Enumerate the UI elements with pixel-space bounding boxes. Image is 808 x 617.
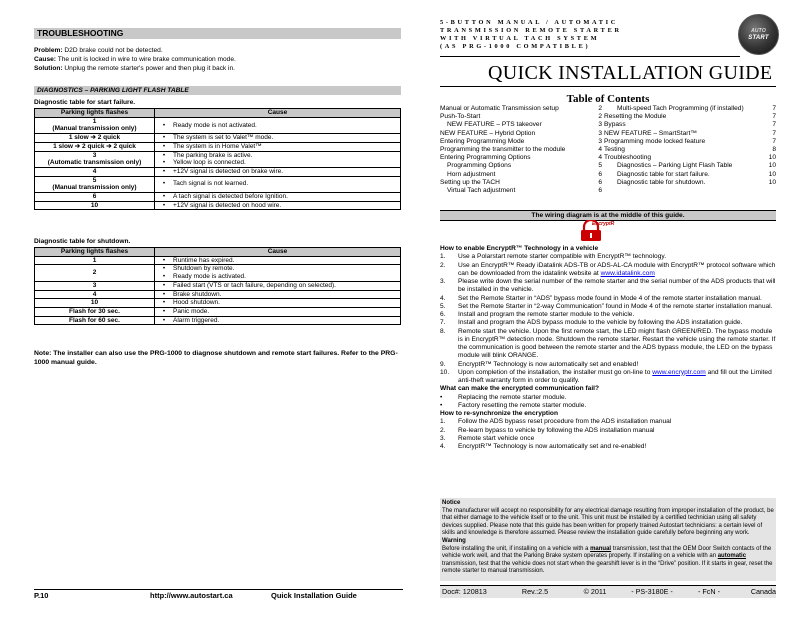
flash-value: 4 — [92, 167, 97, 175]
step-text-part: Set the Remote Starter in “2-way Communication” found in Mode 4 of the remote starter installation manual. — [458, 302, 773, 310]
cause-cell — [155, 265, 401, 281]
table-row — [35, 176, 401, 192]
solution-line: Solution: Unplug the remote starter's power and then plug it back in. — [34, 65, 236, 72]
table-row — [35, 117, 401, 133]
bullet-icon: • — [162, 193, 166, 201]
toc-entry[interactable] — [440, 162, 602, 170]
bullet-icon: • — [162, 316, 166, 324]
table-row — [35, 134, 401, 143]
flash-count: 10 — [35, 299, 155, 308]
toc-label: Entering Programming Options — [440, 154, 531, 162]
toc-page: 2 — [598, 105, 602, 112]
toc-entry[interactable] — [440, 113, 602, 121]
flash-count — [35, 142, 155, 151]
table-row — [35, 290, 401, 299]
flash-count — [35, 117, 155, 133]
cause-text: Brake shutdown. — [173, 290, 222, 298]
step-text-part: Set the Remote Starter in “ADS” bypass mode found in Mode 4 of the remote starter installation manual. — [458, 294, 762, 302]
toc-label: Manual or Automatic Transmission setup — [440, 105, 559, 112]
copyright-year: © 2011 — [583, 587, 607, 596]
toc-entry[interactable] — [440, 179, 602, 187]
toc-label: NEW FEATURE – SmartStart™ — [604, 129, 697, 137]
toc-page: 7 — [772, 129, 776, 137]
resync-step — [440, 418, 776, 426]
fail-item — [440, 394, 776, 402]
toc-entry[interactable] — [604, 154, 776, 162]
flash-count — [35, 134, 155, 143]
cause-text: Ready mode is activated. — [173, 273, 246, 281]
toc-label: Resetting the Module — [604, 113, 667, 121]
toc-page: 7 — [772, 113, 776, 121]
table-row — [35, 265, 401, 281]
resync-step — [440, 427, 776, 435]
toc-entry[interactable] — [604, 179, 776, 187]
step-text-part: EncryptR™ Technology is now automatically set and enabled! — [458, 360, 639, 368]
cause-item — [155, 180, 400, 188]
product-header — [440, 19, 622, 51]
step-text — [458, 361, 638, 369]
step-text — [458, 427, 654, 435]
header-line: 5-BUTTON MANUAL / AUTOMATIC — [440, 19, 619, 26]
enable-step — [440, 303, 776, 311]
flash-note: (Manual transmission only) — [52, 184, 137, 192]
cause-item — [155, 193, 400, 201]
cause-item — [155, 273, 400, 281]
enable-step — [440, 262, 776, 279]
toc-entry[interactable] — [604, 162, 776, 170]
footer-title: Quick Installation Guide — [271, 591, 357, 600]
toc-entry[interactable] — [604, 138, 776, 146]
step-text — [458, 311, 634, 319]
flash-count — [35, 201, 155, 210]
enable-steps — [440, 253, 776, 385]
toc-label: Programming mode locked feature — [604, 137, 706, 145]
cause-item — [155, 143, 400, 151]
table-row — [35, 201, 401, 210]
table-row — [35, 299, 401, 308]
flash-count: 3 — [35, 281, 155, 290]
flash-value: 1 slow ➔ 2 quick ➔ 2 quick — [53, 142, 136, 150]
toc-entry[interactable] — [604, 146, 776, 154]
cause-text: Runtime has expired. — [173, 256, 235, 264]
bullet-icon: • — [162, 180, 166, 188]
flash-value: 10 — [90, 201, 99, 209]
toc-entry[interactable] — [604, 121, 776, 129]
diagnostics-heading: DIAGNOSTICS – PARKING LIGHT FLASH TABLE — [34, 86, 401, 95]
header-divider — [440, 56, 740, 57]
cause-cell — [155, 281, 401, 290]
toc-page: 10 — [768, 154, 776, 162]
step-text-part: Upon completion of the installation, the installer must go on-line to — [458, 368, 653, 376]
shutdown-caption: Diagnostic table for shutdown. — [34, 238, 131, 245]
cause-cell — [155, 290, 401, 299]
bullet-icon: • — [440, 401, 443, 409]
part-number: - PS-3180E - — [631, 587, 673, 596]
cause-item — [155, 202, 400, 210]
cause-item — [155, 299, 400, 307]
toc-entry[interactable] — [604, 171, 776, 179]
toc-label: Diagnostic table for shutdown. — [617, 178, 706, 186]
enable-step — [440, 311, 776, 319]
col-cause: Cause — [155, 109, 401, 118]
flash-value: 1 slow ➔ 2 quick — [68, 134, 121, 142]
document-info-bar — [440, 585, 776, 598]
shutdown-table — [34, 247, 401, 325]
notice-heading: Notice — [442, 500, 461, 506]
step-number: 1. — [440, 253, 446, 261]
step-text — [458, 303, 772, 311]
encryptr-logo-text: EncryptR — [592, 221, 615, 227]
flash-note: (Manual transmission only) — [52, 125, 137, 133]
cause-cell — [155, 167, 401, 176]
warning-body: Before installing the unit, if installing on a vehicle with a manual transmission, test that the OEM Door Switch contacts of the vehicle work well, and that the Parking Brake system operates properly. If installing on a vehicle with an automatic transmission, test that the vehicle does not start when the gearshift lever is in the “Drive” position. If it starts in gear, reset the remote starter to manual transmission. — [442, 545, 773, 575]
toc-entry[interactable] — [604, 130, 776, 138]
step-text — [458, 435, 534, 443]
start-failure-caption: Diagnostic table for start failure. — [34, 99, 136, 106]
bullet-icon: • — [162, 281, 166, 289]
cause-cell — [155, 193, 401, 202]
toc-page: 4 — [598, 154, 602, 162]
flash-count: 4 — [35, 290, 155, 299]
step-text-part: Remote start vehicle once — [458, 434, 535, 442]
toc-page: 7 — [772, 121, 776, 129]
table-row — [35, 167, 401, 176]
step-text-part: Remote start the vehicle. Upon the first remote start, the LED might flash GREEN/RED. The bypass module is in EncryptR™ detection mode. Shutdown the remote starter. Restart the vehicle using the remote starter. If the communication is good between the remote starter and the ADS bypass module, the LED on the bypass module will blink ORANGE. — [458, 327, 776, 360]
bullet-icon: • — [162, 265, 166, 273]
cause-text: Panic mode. — [173, 307, 210, 315]
step-text — [458, 328, 776, 361]
step-text — [458, 443, 646, 451]
toc-entry[interactable] — [440, 171, 602, 179]
flash-count: Flash for 60 sec. — [35, 316, 155, 325]
logo-text: START — [748, 35, 769, 41]
toc-label: Diagnostic table for start failure. — [617, 170, 710, 178]
cause-item — [155, 159, 400, 167]
bullet-icon: • — [162, 256, 166, 264]
resync-heading: How to re-synchronize the encryption — [440, 410, 558, 417]
cause-item — [155, 134, 400, 142]
bullet-icon: • — [440, 393, 443, 401]
footer-divider — [34, 589, 403, 590]
flash-count: 2 — [35, 265, 155, 281]
encryptr-instructions — [440, 245, 776, 451]
cause-text: Tach signal is not learned. — [173, 180, 249, 188]
toc-label: Setting up the TACH — [440, 178, 500, 186]
toc-label: Push-To-Start — [440, 113, 481, 121]
enable-step — [440, 278, 776, 295]
toc-left-column — [440, 105, 602, 195]
fail-heading: What can make the encrypted communication fail? — [440, 385, 600, 393]
cause-cell — [155, 201, 401, 210]
toc-label: Entering Programming Mode — [440, 137, 525, 145]
cause-item — [155, 122, 400, 130]
installer-note: Note: The installer can also use the PRG-1000 to diagnose shutdown and remote start failures. Refer to the PRG-1000 manual guide. — [34, 350, 398, 366]
enable-step — [440, 361, 776, 369]
fail-text: Factory resetting the remote starter module. — [458, 401, 587, 409]
step-text — [458, 278, 776, 295]
cause-cell — [155, 299, 401, 308]
problem-line: Problem: D2D brake could not be detected. — [34, 47, 163, 54]
warning-heading: Warning — [442, 537, 466, 544]
table-row — [35, 316, 401, 325]
table-row — [35, 151, 401, 167]
step-number: 8. — [440, 327, 446, 335]
doc-number: Doc#: 120813 — [442, 587, 487, 596]
toc-label: Bypass — [604, 121, 626, 129]
bullet-icon: • — [162, 290, 166, 298]
fcn: - FcN - — [698, 587, 720, 596]
cause-item — [155, 168, 400, 176]
step-text-part: Install and program the ADS bypass module to the vehicle by following the ADS installation guide. — [458, 319, 743, 327]
cause-item — [155, 317, 400, 325]
flash-value: 3 — [92, 151, 97, 159]
col-cause: Cause — [155, 248, 401, 257]
flash-value: 6 — [92, 193, 97, 201]
cause-text: Alarm triggered. — [173, 316, 220, 324]
notice-text-block — [442, 500, 774, 576]
step-text-part: and fill out the Limited anti-theft warranty form in order to qualify. — [458, 368, 772, 384]
cause-line: Cause: The unit is locked in wire to wire brake communication mode. — [34, 56, 236, 63]
enable-step — [440, 253, 776, 261]
bullet-icon: • — [162, 151, 166, 159]
toc-page: 3 — [598, 121, 602, 129]
col-flashes: Parking lights flashes — [35, 109, 155, 118]
cause-item — [155, 308, 400, 316]
step-number: 4. — [440, 443, 446, 450]
enable-step — [440, 319, 776, 327]
toc-label: Programming Options — [447, 162, 512, 170]
step-number: 7. — [440, 319, 446, 327]
bullet-icon: • — [162, 273, 166, 281]
fail-list — [440, 394, 776, 411]
toc-page: 6 — [598, 178, 602, 186]
col-flashes: Parking lights flashes — [35, 248, 155, 257]
toc-label: Horn adjustment — [447, 170, 496, 178]
toc-entry[interactable] — [440, 154, 602, 162]
step-text — [458, 369, 776, 386]
table-row — [35, 193, 401, 202]
enable-step — [440, 369, 776, 386]
bullet-icon: • — [162, 159, 166, 167]
step-number: 1. — [440, 418, 446, 426]
cause-item — [155, 257, 400, 265]
fail-item — [440, 402, 776, 410]
enable-heading: How to enable EncryptR™ Technology in a vehicle — [440, 245, 599, 252]
toc-page: 3 — [598, 137, 602, 145]
cause-text: The system is in Home Valet™ — [173, 142, 262, 150]
flash-count — [35, 176, 155, 192]
cause-cell — [155, 151, 401, 167]
toc-label: NEW FEATURE – PTS takeover — [447, 121, 542, 129]
bullet-icon: • — [162, 307, 166, 315]
table-row — [35, 256, 401, 265]
cause-text: Yellow loop is connected. — [173, 159, 246, 167]
cause-cell — [155, 142, 401, 151]
page-number: P.10 — [34, 591, 49, 600]
toc-page: 4 — [598, 146, 602, 154]
step-text-part: Please write down the serial number of the remote starter and the serial number of the ADS products that will be installed in the vehicle. — [458, 278, 776, 294]
bullet-icon: • — [162, 201, 166, 209]
cause-cell — [155, 316, 401, 325]
cause-text: +12V signal is detected on hood wire. — [173, 201, 282, 209]
cause-text: Failed start (VTS or tach failure, depending on selected). — [173, 281, 336, 289]
step-number: 6. — [440, 311, 446, 318]
table-row — [35, 281, 401, 290]
step-text — [458, 295, 762, 303]
flash-count — [35, 167, 155, 176]
toc-entry[interactable] — [440, 121, 602, 129]
toc-page: 7 — [772, 137, 776, 145]
toc-entry[interactable] — [604, 113, 776, 121]
fail-text: Replacing the remote starter module. — [458, 393, 567, 401]
flash-value: 1 — [92, 117, 97, 125]
toc-label: Troubleshooting — [604, 154, 652, 162]
flash-note: (Automatic transmission only) — [47, 159, 142, 167]
toc-label: Programming the transmitter to the module — [440, 146, 566, 154]
table-row — [35, 142, 401, 151]
resync-steps — [440, 418, 776, 451]
bullet-icon: • — [162, 121, 166, 129]
cause-text: The parking brake is active. — [173, 151, 253, 159]
title-divider — [440, 86, 776, 87]
toc-right-column — [604, 105, 776, 187]
autostart-logo — [738, 14, 779, 55]
flash-count — [35, 193, 155, 202]
bullet-icon: • — [162, 167, 166, 175]
flash-count — [35, 151, 155, 167]
guide-title: QUICK INSTALLATION GUIDE — [488, 62, 773, 84]
header-line: TRANSMISSION REMOTE STARTER — [440, 27, 622, 34]
cause-item — [155, 265, 400, 273]
cause-text: The system is set to Valet™ mode. — [173, 134, 274, 142]
step-text — [458, 262, 776, 279]
step-number: 9. — [440, 360, 446, 368]
toc-page: 3 — [598, 129, 602, 137]
step-number: 4. — [440, 294, 446, 302]
resync-step — [440, 435, 776, 443]
cause-item — [155, 152, 400, 160]
step-link[interactable]: www.encryptr.com — [652, 368, 706, 376]
toc-label: Multi-speed Tach Programming (if installed) — [617, 105, 744, 112]
step-link[interactable]: www.idatalink.com — [600, 269, 655, 277]
toc-page: 2 — [598, 113, 602, 121]
toc-page: 8 — [772, 146, 776, 154]
cause-cell — [155, 256, 401, 265]
toc-page: 10 — [768, 162, 776, 170]
toc-entry[interactable] — [440, 105, 602, 113]
toc-label: NEW FEATURE – Hybrid Option — [440, 129, 536, 137]
cause-cell — [155, 176, 401, 192]
table-row — [35, 307, 401, 316]
cause-cell — [155, 307, 401, 316]
toc-page: 6 — [598, 187, 602, 195]
step-text-part: Use an EncryptR™ Ready iDatalink ADS-TB or ADS-AL-CA module with EncryptR™ protocol software which can be downloaded from the idatalink website at — [458, 261, 776, 277]
cause-cell — [155, 134, 401, 143]
step-number: 2. — [440, 261, 446, 269]
cause-cell — [155, 117, 401, 133]
step-text — [458, 418, 671, 426]
toc-entry[interactable] — [604, 105, 776, 113]
step-text-part: Follow the ADS bypass reset procedure from the ADS installation manual — [458, 418, 672, 426]
toc-page: 6 — [598, 170, 602, 178]
toc-page: 7 — [772, 105, 776, 112]
step-number: 10. — [440, 368, 450, 376]
step-number: 3. — [440, 434, 446, 442]
flash-value: 5 — [92, 176, 97, 184]
toc-entry[interactable] — [440, 130, 602, 138]
enable-step — [440, 295, 776, 303]
toc-label: Diagnostics – Parking Light Flash Table — [617, 162, 733, 170]
toc-entry[interactable] — [440, 187, 602, 195]
cause-text: Shutdown by remote. — [173, 265, 235, 273]
toc-page: 10 — [768, 170, 776, 178]
cause-text: +12V signal is detected on brake wire. — [173, 167, 284, 175]
flash-count: Flash for 30 sec. — [35, 307, 155, 316]
header-line: WITH VIRTUAL TACH SYSTEM — [440, 35, 600, 42]
resync-step — [440, 443, 776, 451]
cause-item — [155, 282, 400, 290]
bullet-icon: • — [162, 134, 166, 142]
start-failure-table — [34, 108, 401, 210]
logo-top-text: AUTO — [751, 28, 766, 34]
toc-page: 10 — [768, 178, 776, 186]
step-text-part: EncryptR™ Technology is now automatically set and re-enabled! — [458, 443, 647, 450]
toc-entry[interactable] — [440, 146, 602, 154]
toc-page: 5 — [598, 162, 602, 170]
wiring-note: The wiring diagram is at the middle of this guide. — [440, 210, 776, 221]
notice-body: The manufacturer will accept no responsibility for any electrical damage resulting from improper installation of the product, be that either damage to the vehicle itself or to the unit. This unit must be installed by a certified technician using all safety devices supplied. Please note that this guide has been written for properly trained Autostart technicians: a certain level of skills and knowledge is therefore assumed. Please review the installation guide carefully before beginning any work. — [442, 507, 774, 537]
country: Canada — [750, 587, 776, 596]
cause-text: Ready mode is not activated. — [173, 121, 257, 129]
header-line: (AS PRG-1000 COMPATIBLE) — [440, 43, 591, 50]
enable-step — [440, 328, 776, 361]
bullet-icon: • — [162, 142, 166, 150]
step-number: 5. — [440, 302, 446, 310]
step-text — [458, 253, 666, 261]
footer-url[interactable]: http://www.autostart.ca — [150, 591, 233, 600]
cause-item — [155, 291, 400, 299]
step-number: 3. — [440, 278, 446, 285]
toc-label: Virtual Tach adjustment — [447, 187, 516, 195]
troubleshooting-heading: TROUBLESHOOTING — [34, 28, 401, 39]
bullet-icon: • — [162, 299, 166, 307]
revision: Rev.:2.5 — [521, 587, 549, 596]
toc-label: Testing — [604, 146, 625, 154]
cause-text: Hood shutdown. — [173, 299, 220, 307]
toc-title: Table of Contents — [566, 93, 650, 105]
step-number: 2. — [440, 426, 446, 434]
step-text — [458, 319, 742, 327]
step-text-part: Use a Polarstart remote starter compatible with EncryptR™ technology. — [458, 253, 667, 261]
step-text-part: Re-learn bypass to vehicle by following the ADS installation manual — [458, 426, 655, 434]
cause-text: A tach signal is detected before Ignition. — [173, 193, 288, 201]
flash-count: 1 — [35, 256, 155, 265]
step-text-part: Install and program the remote starter module to the vehicle. — [458, 311, 635, 318]
toc-entry[interactable] — [440, 138, 602, 146]
